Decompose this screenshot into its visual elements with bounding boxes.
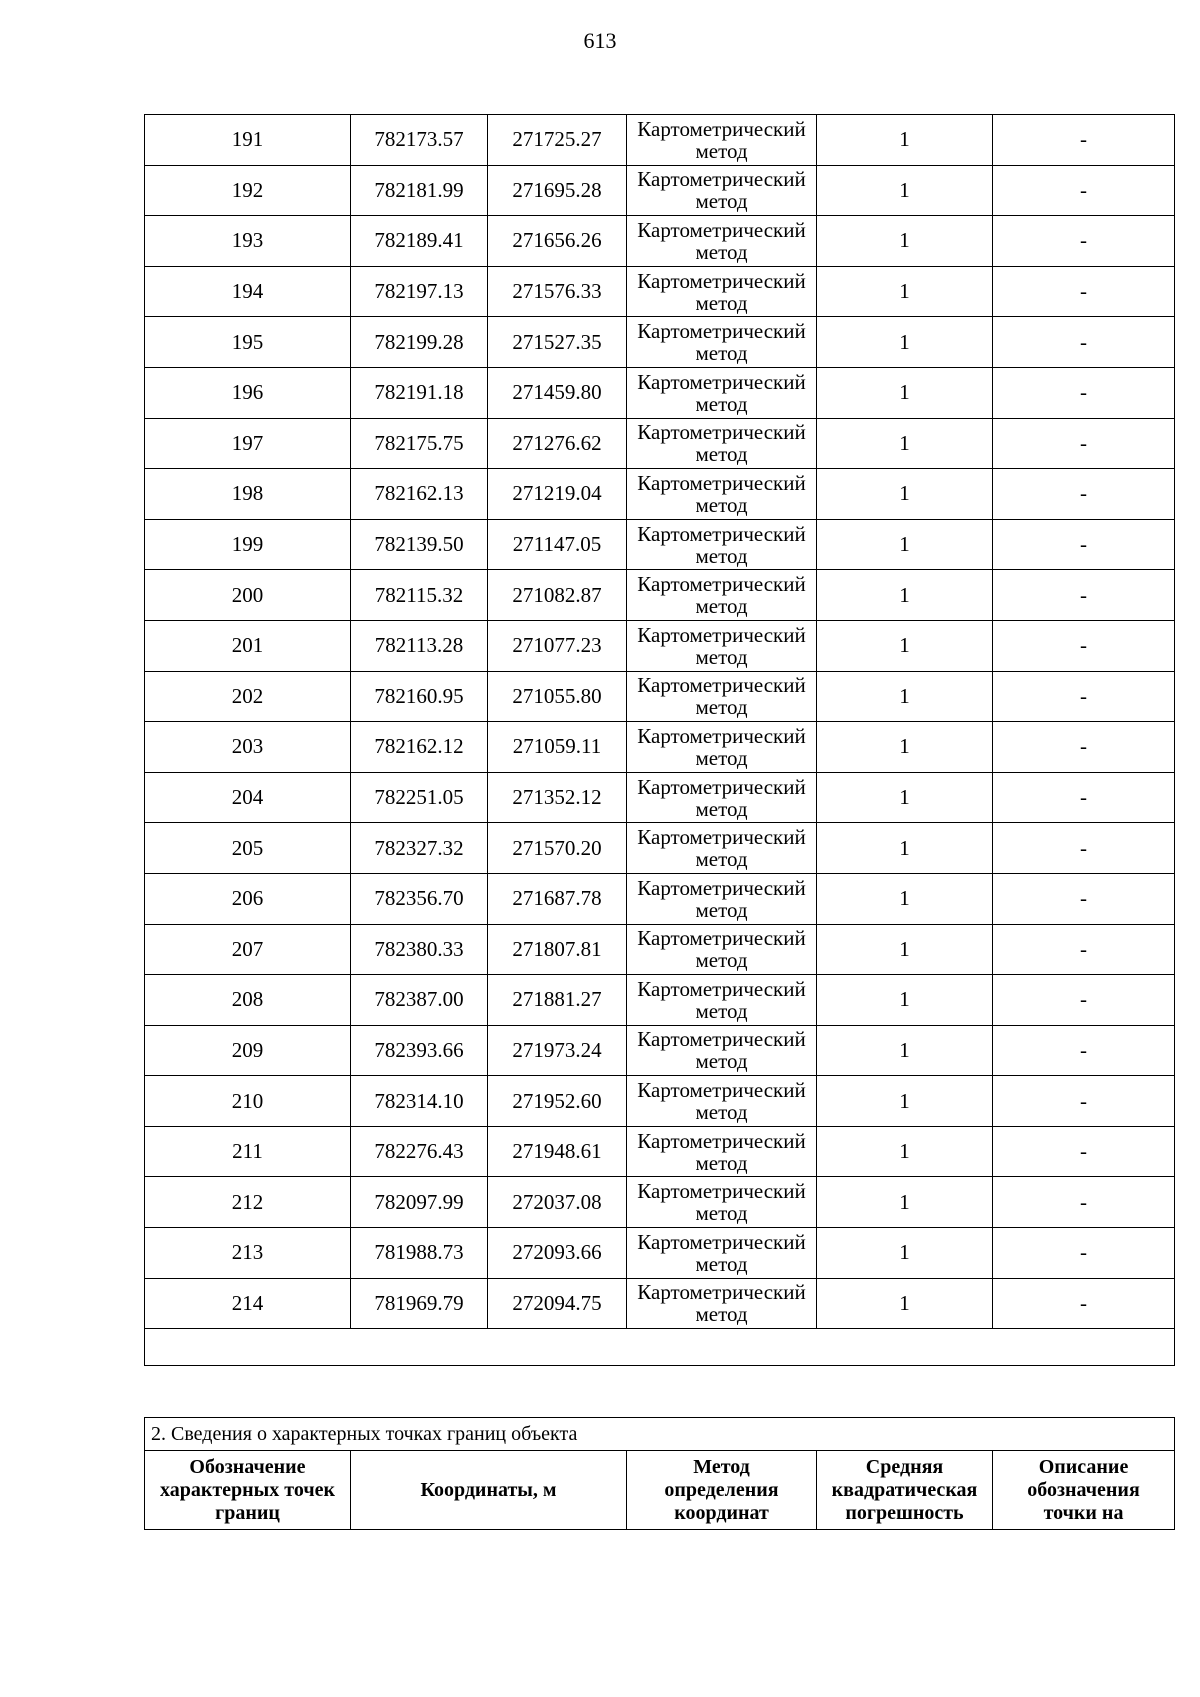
method-line: метод — [695, 644, 748, 669]
method-cell — [627, 620, 817, 671]
header-accuracy-line: погрешность — [845, 1501, 964, 1524]
y-coordinate-cell: 271059.11 — [488, 722, 627, 773]
header-accuracy — [817, 1451, 993, 1530]
accuracy-cell: 1 — [817, 722, 993, 773]
y-coordinate-cell: 271459.80 — [488, 367, 627, 418]
accuracy-cell: 1 — [817, 1278, 993, 1329]
accuracy-cell: 1 — [817, 1177, 993, 1228]
x-coordinate-cell: 782181.99 — [351, 165, 488, 216]
point-number-cell: 194 — [145, 266, 351, 317]
point-number-cell: 203 — [145, 722, 351, 773]
method-line: метод — [695, 1049, 748, 1074]
y-coordinate-cell: 271973.24 — [488, 1025, 627, 1076]
x-coordinate-cell: 782251.05 — [351, 772, 488, 823]
empty-cell — [145, 1329, 1175, 1366]
point-number-cell: 214 — [145, 1278, 351, 1329]
page-number: 613 — [583, 28, 617, 53]
y-coordinate-cell: 271570.20 — [488, 823, 627, 874]
table-row — [145, 1076, 1175, 1127]
method-cell — [627, 317, 817, 368]
header-designation — [145, 1451, 351, 1530]
table-row — [145, 418, 1175, 469]
accuracy-cell: 1 — [817, 570, 993, 621]
y-coordinate-cell: 271082.87 — [488, 570, 627, 621]
method-cell — [627, 772, 817, 823]
method-line: Картометрический — [637, 875, 806, 900]
description-cell: - — [993, 671, 1175, 722]
description-cell: - — [993, 722, 1175, 773]
method-line: метод — [695, 442, 748, 467]
table-row — [145, 519, 1175, 570]
description-cell: - — [993, 772, 1175, 823]
method-cell — [627, 1025, 817, 1076]
header-description-line: точки на — [1043, 1501, 1124, 1524]
method-line: Картометрический — [637, 1280, 806, 1305]
method-cell — [627, 1126, 817, 1177]
accuracy-cell: 1 — [817, 165, 993, 216]
table-row — [145, 469, 1175, 520]
table-row — [145, 1025, 1175, 1076]
description-cell: - — [993, 115, 1175, 166]
table-row — [145, 722, 1175, 773]
point-number-cell: 206 — [145, 873, 351, 924]
description-cell: - — [993, 873, 1175, 924]
x-coordinate-cell: 782276.43 — [351, 1126, 488, 1177]
accuracy-cell: 1 — [817, 823, 993, 874]
description-cell: - — [993, 823, 1175, 874]
x-coordinate-cell: 782175.75 — [351, 418, 488, 469]
y-coordinate-cell: 271656.26 — [488, 216, 627, 267]
method-line: метод — [695, 239, 748, 264]
point-number-cell: 191 — [145, 115, 351, 166]
y-coordinate-cell: 271527.35 — [488, 317, 627, 368]
method-line: метод — [695, 341, 748, 366]
accuracy-cell: 1 — [817, 115, 993, 166]
point-number-cell: 202 — [145, 671, 351, 722]
description-cell: - — [993, 367, 1175, 418]
method-cell — [627, 1228, 817, 1279]
method-cell — [627, 418, 817, 469]
point-number-cell: 209 — [145, 1025, 351, 1076]
method-line: Картометрический — [637, 369, 806, 394]
description-cell: - — [993, 165, 1175, 216]
method-line: Картометрический — [637, 673, 806, 698]
accuracy-cell: 1 — [817, 367, 993, 418]
method-line: метод — [695, 745, 748, 770]
method-cell — [627, 519, 817, 570]
x-coordinate-cell: 782173.57 — [351, 115, 488, 166]
y-coordinate-cell: 271055.80 — [488, 671, 627, 722]
accuracy-cell: 1 — [817, 1025, 993, 1076]
method-line: метод — [695, 897, 748, 922]
y-coordinate-cell: 271687.78 — [488, 873, 627, 924]
method-line: Картометрический — [637, 774, 806, 799]
description-cell: - — [993, 924, 1175, 975]
method-cell — [627, 216, 817, 267]
x-coordinate-cell: 782097.99 — [351, 1177, 488, 1228]
header-designation-line: характерных точек — [159, 1478, 336, 1501]
accuracy-cell: 1 — [817, 216, 993, 267]
table-row — [145, 620, 1175, 671]
method-line: Картометрический — [637, 926, 806, 951]
method-cell — [627, 1076, 817, 1127]
method-line: метод — [695, 189, 748, 214]
x-coordinate-cell: 782113.28 — [351, 620, 488, 671]
method-cell — [627, 1177, 817, 1228]
description-cell: - — [993, 975, 1175, 1026]
method-line: Картометрический — [637, 268, 806, 293]
table-row — [145, 924, 1175, 975]
section2-title-row — [145, 1418, 1175, 1451]
description-cell: - — [993, 1126, 1175, 1177]
method-line: Картометрический — [637, 167, 806, 192]
method-cell — [627, 873, 817, 924]
description-cell: - — [993, 620, 1175, 671]
method-line: метод — [695, 594, 748, 619]
x-coordinate-cell: 782327.32 — [351, 823, 488, 874]
method-line: Картометрический — [637, 1179, 806, 1204]
table-row — [145, 1228, 1175, 1279]
accuracy-cell: 1 — [817, 266, 993, 317]
description-cell: - — [993, 1177, 1175, 1228]
method-line: метод — [695, 1201, 748, 1226]
method-cell — [627, 570, 817, 621]
header-method-line: Метод — [693, 1455, 750, 1478]
method-line: Картометрический — [637, 572, 806, 597]
header-accuracy-line: Средняя — [865, 1455, 944, 1478]
x-coordinate-cell: 782380.33 — [351, 924, 488, 975]
x-coordinate-cell: 782199.28 — [351, 317, 488, 368]
x-coordinate-cell: 781969.79 — [351, 1278, 488, 1329]
header-designation-line: Обозначение — [189, 1455, 306, 1478]
x-coordinate-cell: 782160.95 — [351, 671, 488, 722]
point-number-cell: 211 — [145, 1126, 351, 1177]
y-coordinate-cell: 272093.66 — [488, 1228, 627, 1279]
method-cell — [627, 469, 817, 520]
method-line: метод — [695, 290, 748, 315]
method-cell — [627, 722, 817, 773]
y-coordinate-cell: 271952.60 — [488, 1076, 627, 1127]
accuracy-cell: 1 — [817, 671, 993, 722]
table-row — [145, 266, 1175, 317]
x-coordinate-cell: 782162.12 — [351, 722, 488, 773]
x-coordinate-cell: 782115.32 — [351, 570, 488, 621]
accuracy-cell: 1 — [817, 1228, 993, 1279]
accuracy-cell: 1 — [817, 975, 993, 1026]
point-number-cell: 195 — [145, 317, 351, 368]
point-number-cell: 210 — [145, 1076, 351, 1127]
method-line: Картометрический — [637, 420, 806, 445]
header-coordinates: Координаты, м — [351, 1451, 627, 1530]
point-number-cell: 201 — [145, 620, 351, 671]
accuracy-cell: 1 — [817, 1076, 993, 1127]
x-coordinate-cell: 782356.70 — [351, 873, 488, 924]
description-cell: - — [993, 1278, 1175, 1329]
accuracy-cell: 1 — [817, 519, 993, 570]
table-row — [145, 115, 1175, 166]
accuracy-cell: 1 — [817, 317, 993, 368]
y-coordinate-cell: 271077.23 — [488, 620, 627, 671]
table-row — [145, 1126, 1175, 1177]
y-coordinate-cell: 271948.61 — [488, 1126, 627, 1177]
accuracy-cell: 1 — [817, 772, 993, 823]
x-coordinate-cell: 782197.13 — [351, 266, 488, 317]
method-line: метод — [695, 1150, 748, 1175]
method-line: метод — [695, 492, 748, 517]
table-row — [145, 873, 1175, 924]
method-line: метод — [695, 1100, 748, 1125]
method-cell — [627, 1278, 817, 1329]
accuracy-cell: 1 — [817, 620, 993, 671]
y-coordinate-cell: 271695.28 — [488, 165, 627, 216]
empty-row — [145, 1329, 1175, 1366]
method-line: Картометрический — [637, 521, 806, 546]
section2-title: 2. Сведения о характерных точках границ объекта — [145, 1418, 1175, 1451]
description-cell: - — [993, 418, 1175, 469]
points-table-body — [145, 115, 1175, 1366]
description-cell: - — [993, 570, 1175, 621]
y-coordinate-cell: 272037.08 — [488, 1177, 627, 1228]
point-number-cell: 208 — [145, 975, 351, 1026]
x-coordinate-cell: 782139.50 — [351, 519, 488, 570]
header-description-line: обозначения — [1027, 1478, 1140, 1501]
method-line: Картометрический — [637, 116, 806, 141]
table-row — [145, 216, 1175, 267]
method-line: метод — [695, 1302, 748, 1327]
method-cell — [627, 671, 817, 722]
method-cell — [627, 266, 817, 317]
y-coordinate-cell: 271352.12 — [488, 772, 627, 823]
accuracy-cell: 1 — [817, 469, 993, 520]
method-cell — [627, 165, 817, 216]
method-line: Картометрический — [637, 470, 806, 495]
x-coordinate-cell: 782189.41 — [351, 216, 488, 267]
table-row — [145, 975, 1175, 1026]
x-coordinate-cell: 782387.00 — [351, 975, 488, 1026]
description-cell: - — [993, 1076, 1175, 1127]
points-table — [144, 114, 1175, 1366]
table-row — [145, 1278, 1175, 1329]
method-cell — [627, 367, 817, 418]
method-line: Картометрический — [637, 1229, 806, 1254]
method-line: метод — [695, 796, 748, 821]
y-coordinate-cell: 272094.75 — [488, 1278, 627, 1329]
point-number-cell: 212 — [145, 1177, 351, 1228]
method-cell — [627, 115, 817, 166]
description-cell: - — [993, 469, 1175, 520]
method-line: метод — [695, 138, 748, 163]
y-coordinate-cell: 271576.33 — [488, 266, 627, 317]
description-cell: - — [993, 266, 1175, 317]
table-row — [145, 570, 1175, 621]
accuracy-cell: 1 — [817, 873, 993, 924]
description-cell: - — [993, 216, 1175, 267]
method-line: Картометрический — [637, 622, 806, 647]
point-number-cell: 196 — [145, 367, 351, 418]
header-designation-line: границ — [215, 1501, 280, 1524]
point-number-cell: 198 — [145, 469, 351, 520]
method-cell — [627, 975, 817, 1026]
method-cell — [627, 823, 817, 874]
method-line: Картометрический — [637, 217, 806, 242]
description-cell: - — [993, 1228, 1175, 1279]
header-method — [627, 1451, 817, 1530]
point-number-cell: 199 — [145, 519, 351, 570]
section2-table — [144, 1417, 1175, 1530]
method-line: метод — [695, 1251, 748, 1276]
x-coordinate-cell: 782393.66 — [351, 1025, 488, 1076]
header-method-line: определения — [664, 1478, 779, 1501]
method-line: Картометрический — [637, 976, 806, 1001]
method-line: метод — [695, 847, 748, 872]
table-row — [145, 772, 1175, 823]
method-line: метод — [695, 543, 748, 568]
y-coordinate-cell: 271147.05 — [488, 519, 627, 570]
point-number-cell: 197 — [145, 418, 351, 469]
method-line: Картометрический — [637, 1078, 806, 1103]
method-line: Картометрический — [637, 723, 806, 748]
point-number-cell: 204 — [145, 772, 351, 823]
description-cell: - — [993, 317, 1175, 368]
table-row — [145, 317, 1175, 368]
header-description — [993, 1451, 1175, 1530]
y-coordinate-cell: 271807.81 — [488, 924, 627, 975]
table-row — [145, 671, 1175, 722]
accuracy-cell: 1 — [817, 1126, 993, 1177]
description-cell: - — [993, 1025, 1175, 1076]
method-line: метод — [695, 391, 748, 416]
point-number-cell: 213 — [145, 1228, 351, 1279]
table-row — [145, 165, 1175, 216]
method-line: Картометрический — [637, 1027, 806, 1052]
header-accuracy-line: квадратическая — [831, 1478, 978, 1501]
point-number-cell: 200 — [145, 570, 351, 621]
method-line: метод — [695, 998, 748, 1023]
point-number-cell: 205 — [145, 823, 351, 874]
method-line: метод — [695, 695, 748, 720]
method-line: Картометрический — [637, 319, 806, 344]
x-coordinate-cell: 781988.73 — [351, 1228, 488, 1279]
point-number-cell: 193 — [145, 216, 351, 267]
x-coordinate-cell: 782162.13 — [351, 469, 488, 520]
y-coordinate-cell: 271219.04 — [488, 469, 627, 520]
y-coordinate-cell: 271276.62 — [488, 418, 627, 469]
accuracy-cell: 1 — [817, 418, 993, 469]
table-row — [145, 1177, 1175, 1228]
point-number-cell: 192 — [145, 165, 351, 216]
x-coordinate-cell: 782191.18 — [351, 367, 488, 418]
point-number-cell: 207 — [145, 924, 351, 975]
section2-header-row — [145, 1451, 1175, 1530]
method-line: Картометрический — [637, 825, 806, 850]
x-coordinate-cell: 782314.10 — [351, 1076, 488, 1127]
method-line: метод — [695, 948, 748, 973]
y-coordinate-cell: 271725.27 — [488, 115, 627, 166]
table-row — [145, 367, 1175, 418]
header-method-line: координат — [674, 1501, 769, 1524]
method-line: Картометрический — [637, 1128, 806, 1153]
table-row — [145, 823, 1175, 874]
header-description-line: Описание — [1038, 1455, 1129, 1478]
method-cell — [627, 924, 817, 975]
accuracy-cell: 1 — [817, 924, 993, 975]
description-cell: - — [993, 519, 1175, 570]
y-coordinate-cell: 271881.27 — [488, 975, 627, 1026]
